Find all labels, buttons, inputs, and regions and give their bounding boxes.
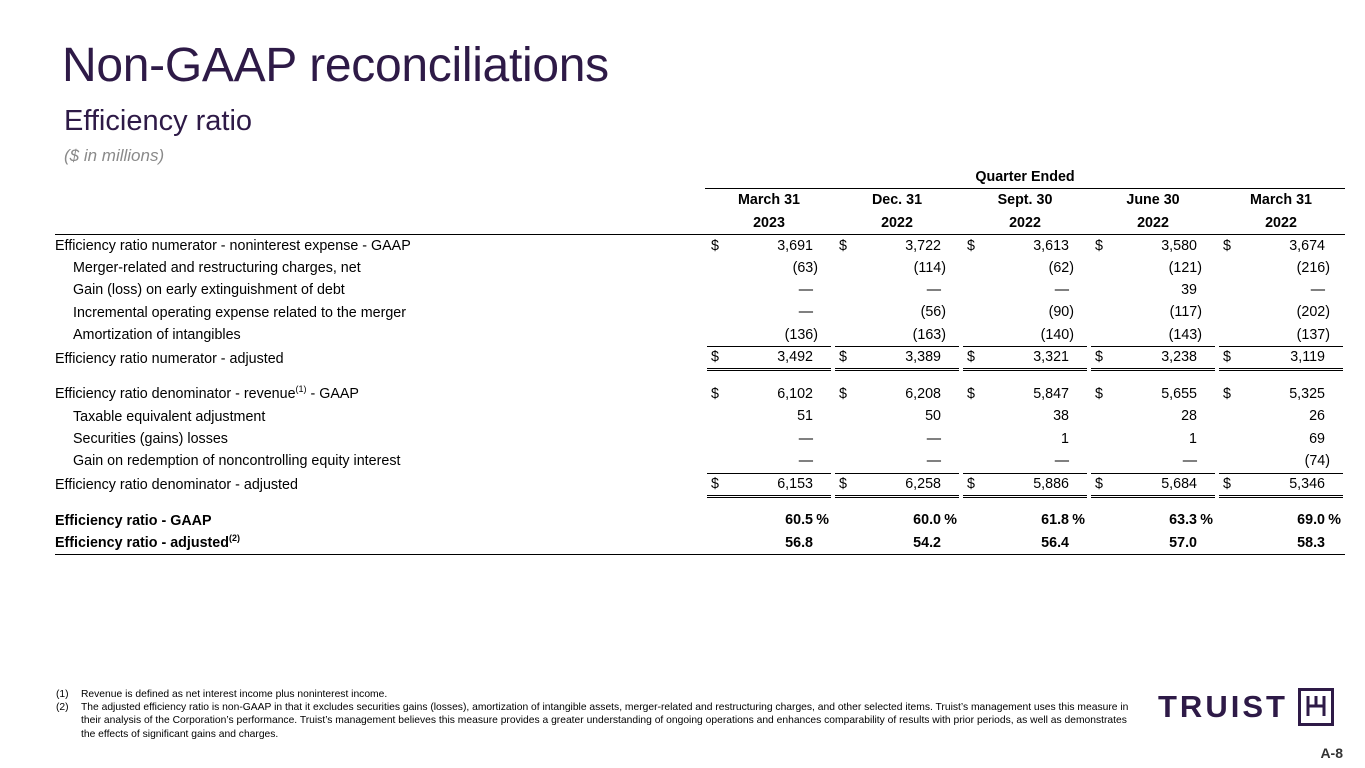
cell-value: — — [1054, 282, 1069, 299]
cell-value: 3,389 — [905, 349, 941, 366]
cell-value: (202) — [1296, 304, 1330, 321]
column-period: Sept. 30 — [997, 192, 1053, 209]
cell-value: 5,684 — [1161, 475, 1197, 492]
currency-sign: $ — [711, 237, 719, 254]
cell-value: 69.0 — [1297, 512, 1325, 529]
cell-value: — — [926, 452, 941, 469]
table-row — [55, 532, 1345, 555]
percent-sign: % — [1072, 512, 1085, 529]
header-quarter-ended — [55, 166, 1345, 189]
quarter-ended-header: Quarter Ended — [705, 166, 1345, 189]
footnote-1: (1) Revenue is defined as net interest income plus noninterest income. — [56, 689, 388, 700]
cell-value: — — [798, 304, 813, 321]
percent-sign: % — [944, 512, 957, 529]
cell-value: 3,321 — [1033, 349, 1069, 366]
row-label: Efficiency ratio denominator - adjusted — [55, 476, 298, 493]
column-period: March 31 — [738, 192, 800, 209]
cell-value: 3,691 — [777, 237, 813, 254]
column-period: March 31 — [1250, 192, 1312, 209]
cell-value: (63) — [792, 259, 818, 276]
cell-value: 3,492 — [777, 349, 813, 366]
currency-sign: $ — [1223, 386, 1231, 403]
currency-sign: $ — [839, 349, 847, 366]
page-title: Non-GAAP reconciliations — [62, 39, 609, 92]
cell-value: (74) — [1304, 452, 1330, 469]
cell-value: 3,722 — [905, 237, 941, 254]
cell-value: 5,655 — [1161, 386, 1197, 403]
cell-value: 3,119 — [1290, 349, 1325, 366]
cell-value: 28 — [1181, 408, 1197, 425]
cell-value: (62) — [1048, 259, 1074, 276]
cell-value: 38 — [1053, 408, 1069, 425]
cell-value: 61.8 — [1041, 512, 1069, 529]
cell-value: (90) — [1048, 304, 1074, 321]
table-row — [55, 324, 1345, 346]
cell-value: 26 — [1309, 408, 1325, 425]
cell-value: (114) — [913, 259, 946, 276]
cell-value: — — [798, 282, 813, 299]
cell-value: — — [926, 282, 941, 299]
cell-value: (163) — [912, 326, 946, 343]
table-row — [55, 302, 1345, 324]
truist-mark-icon — [1298, 688, 1334, 726]
page-number: A-8 — [1320, 745, 1343, 761]
cell-value: 58.3 — [1297, 534, 1325, 551]
truist-logo: TRUIST — [1158, 688, 1334, 726]
cell-value: 3,613 — [1033, 237, 1069, 254]
cell-value: (137) — [1296, 326, 1330, 343]
cell-value: — — [1182, 452, 1197, 469]
cell-value: 50 — [925, 408, 941, 425]
cell-value: — — [1054, 452, 1069, 469]
row-label: Gain on redemption of noncontrolling equity interest — [73, 453, 401, 470]
table-row — [55, 279, 1345, 301]
table-row — [55, 428, 1345, 450]
efficiency-ratio-table — [55, 166, 1345, 555]
cell-value: (140) — [1040, 326, 1074, 343]
cell-value: 69 — [1309, 430, 1325, 447]
row-label: Taxable equivalent adjustment — [73, 408, 266, 425]
currency-sign: $ — [839, 237, 847, 254]
column-year: 2022 — [1217, 212, 1345, 235]
currency-sign: $ — [1223, 349, 1231, 366]
table-row — [55, 406, 1345, 428]
column-year: 2022 — [1089, 212, 1217, 235]
cell-value: (143) — [1168, 326, 1202, 343]
column-year: 2022 — [961, 212, 1089, 235]
footnote-2: (2) The adjusted efficiency ratio is non-GAAP in that it excludes securities gains (losses), amortization of intangible assets, merger-related and restructuring charges, and other selected items. Truist’s management uses this measure in their analysis of the Corporation’s performance. Truist’s management believes this measure provides a greater understanding of ongoing operations and enhances comparability of results with prior periods, as well as demonstrates the effects of significant gains and charges. — [56, 702, 1129, 740]
cell-value: 3,674 — [1289, 237, 1325, 254]
cell-value: 5,346 — [1289, 475, 1325, 492]
table-row — [55, 383, 1345, 405]
cell-value: 6,258 — [905, 475, 941, 492]
currency-sign: $ — [967, 237, 975, 254]
cell-value: (121) — [1168, 259, 1202, 276]
page-subtitle: Efficiency ratio — [64, 105, 253, 137]
table-row — [55, 510, 1345, 532]
column-year: 2022 — [833, 212, 961, 235]
cell-value: (136) — [784, 326, 818, 343]
cell-value: 51 — [797, 408, 813, 425]
currency-sign: $ — [711, 475, 719, 492]
percent-sign: % — [1328, 512, 1341, 529]
cell-value: 6,208 — [905, 386, 941, 403]
currency-sign: $ — [711, 349, 719, 366]
cell-value: 6,153 — [777, 475, 813, 492]
cell-value: — — [798, 452, 813, 469]
table-row — [55, 450, 1345, 472]
currency-sign: $ — [1095, 349, 1103, 366]
percent-sign: % — [816, 512, 829, 529]
cell-value: (216) — [1296, 259, 1330, 276]
cell-value: 5,886 — [1033, 475, 1069, 492]
cell-value: 63.3 — [1169, 512, 1197, 529]
currency-sign: $ — [1095, 386, 1103, 403]
currency-sign: $ — [1095, 475, 1103, 492]
row-label: Efficiency ratio - adjusted$^{(2)}$ — [55, 532, 705, 555]
cell-value: 5,325 — [1289, 386, 1325, 403]
cell-value: 56.8 — [785, 534, 813, 551]
row-label: Incremental operating expense related to the merger — [73, 304, 406, 321]
footnote-ref: (2) — [229, 533, 240, 544]
table-row — [55, 234, 1345, 257]
footnotes — [56, 688, 1136, 741]
currency-sign: $ — [967, 475, 975, 492]
footnote-ref: (1) — [295, 384, 307, 395]
cell-value: — — [1310, 282, 1325, 299]
currency-sign: $ — [839, 386, 847, 403]
cell-value: 3,238 — [1161, 349, 1197, 366]
column-period: Dec. 31 — [871, 192, 923, 209]
header-year — [55, 212, 1345, 235]
currency-sign: $ — [1223, 237, 1231, 254]
row-label: Efficiency ratio numerator - adjusted — [55, 350, 284, 367]
currency-sign: $ — [967, 349, 975, 366]
cell-value: 1 — [1189, 430, 1197, 447]
row-label: Efficiency ratio - GAAP — [55, 512, 212, 529]
cell-value: 3,580 — [1161, 237, 1197, 254]
currency-sign: $ — [1223, 475, 1231, 492]
row-label: Amortization of intangibles — [73, 327, 241, 344]
currency-sign: $ — [967, 386, 975, 403]
cell-value: 57.0 — [1169, 534, 1197, 551]
cell-value: 6,102 — [777, 386, 813, 403]
column-year: 2023 — [705, 212, 833, 235]
row-label: Efficiency ratio numerator - noninterest expense - GAAP — [55, 237, 411, 254]
cell-value: 5,847 — [1033, 386, 1069, 403]
row-label: Efficiency ratio denominator - revenue$^{(1)}$ - GAAP — [55, 384, 359, 403]
currency-sign: $ — [839, 475, 847, 492]
cell-value: 54.2 — [913, 534, 941, 551]
table-row — [55, 257, 1345, 279]
cell-value: (56) — [920, 304, 946, 321]
row-label: Gain (loss) on early extinguishment of debt — [73, 282, 345, 299]
cell-value: 60.5 — [785, 512, 813, 529]
cell-value: (117) — [1169, 304, 1202, 321]
cell-value: 1 — [1061, 430, 1069, 447]
cell-value: — — [798, 430, 813, 447]
currency-sign: $ — [711, 386, 719, 403]
currency-sign: $ — [1095, 237, 1103, 254]
units-note: ($ in millions) — [64, 146, 165, 165]
percent-sign: % — [1200, 512, 1213, 529]
row-label: Merger-related and restructuring charges, net — [73, 260, 361, 277]
table-row — [55, 473, 1345, 498]
table-row — [55, 346, 1345, 371]
column-period: June 30 — [1126, 192, 1180, 209]
cell-value: 39 — [1181, 282, 1197, 299]
header-period — [55, 189, 1345, 212]
cell-value: — — [926, 430, 941, 447]
row-label: Securities (gains) losses — [73, 430, 228, 447]
cell-value: 56.4 — [1041, 534, 1069, 551]
cell-value: 60.0 — [913, 512, 941, 529]
